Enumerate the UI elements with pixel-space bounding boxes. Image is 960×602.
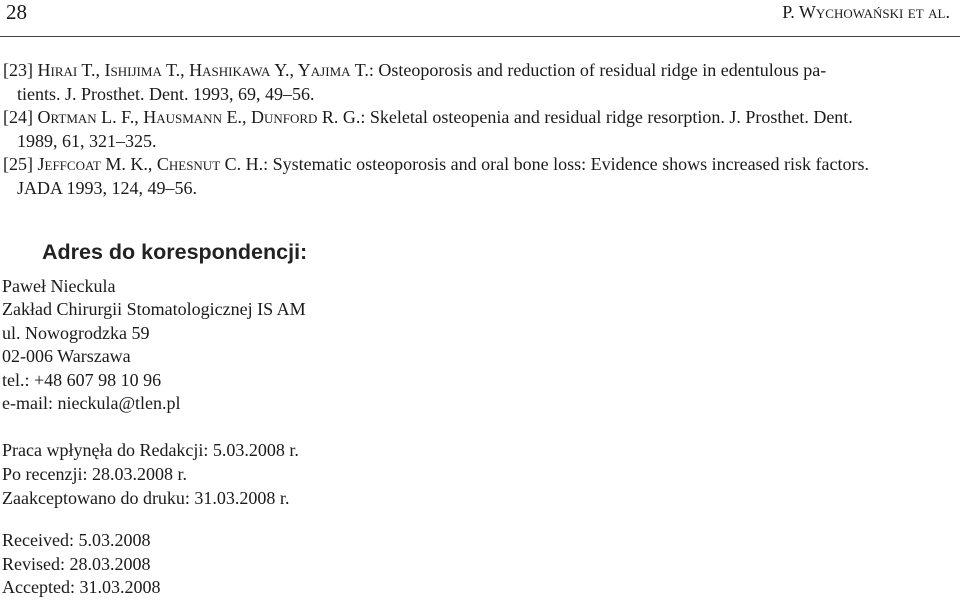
reference-24 bbox=[3, 106, 953, 153]
reference-continuation: tients. J. Prosthet. Dent. 1993, 69, 49–56. bbox=[17, 83, 315, 104]
correspondence-street: ul. Nowogrodzka 59 bbox=[2, 322, 150, 343]
reference-title: : Osteoporosis and reduction of residual ridge in edentulous pa- bbox=[368, 60, 827, 80]
reference-authors: Ortman L. F., Hausmann E., Dunford R. G. bbox=[37, 107, 361, 127]
correspondence-heading: Adres do korespondencji: bbox=[42, 240, 308, 264]
reference-list bbox=[3, 59, 953, 200]
reference-23 bbox=[3, 59, 953, 106]
date-accepted-pl: Zaakceptowano do druku: 31.03.2008 r. bbox=[2, 488, 290, 508]
reference-continuation: 1989, 61, 321–325. bbox=[17, 130, 157, 151]
reference-continuation: JADA 1993, 124, 49–56. bbox=[17, 177, 198, 198]
reference-title: : Skeletal osteopenia and residual ridge resorption. J. Prosthet. Dent. bbox=[360, 107, 853, 127]
correspondence-address bbox=[2, 275, 306, 415]
correspondence-city: 02-006 Warszawa bbox=[2, 346, 131, 367]
correspondence-department: Zakład Chirurgii Stomatologicznej IS AM bbox=[2, 299, 306, 320]
reference-authors: Hirai T., Ishijima T., Hashikawa Y., Yajima T. bbox=[37, 60, 369, 80]
page-header bbox=[0, 0, 960, 26]
correspondence-email: e-mail: nieckula@tlen.pl bbox=[2, 393, 181, 414]
date-revised: Revised: 28.03.2008 bbox=[2, 553, 151, 574]
reference-authors: Jeffcoat M. K., Chesnut C. H. bbox=[37, 154, 264, 174]
date-received-pl: Praca wpłynęła do Redakcji: 5.03.2008 r. bbox=[2, 440, 299, 460]
date-revised-pl: Po recenzji: 28.03.2008 r. bbox=[2, 464, 187, 484]
reference-number: [25] bbox=[3, 154, 33, 174]
dates-english bbox=[2, 529, 160, 600]
reference-number: [24] bbox=[3, 107, 33, 127]
page-number: 28 bbox=[6, 0, 27, 24]
date-accepted: Accepted: 31.03.2008 bbox=[2, 577, 161, 597]
correspondence-phone: tel.: +48 607 98 10 96 bbox=[2, 369, 162, 390]
header-rule bbox=[0, 36, 960, 37]
reference-number: [23] bbox=[3, 60, 33, 80]
reference-25 bbox=[3, 153, 953, 200]
reference-title: : Systematic osteoporosis and oral bone loss: Evidence shows increased risk factors. bbox=[263, 154, 870, 174]
dates-polish bbox=[2, 438, 299, 510]
correspondence-name: Paweł Nieckula bbox=[2, 276, 116, 296]
date-received: Received: 5.03.2008 bbox=[2, 530, 151, 550]
running-head: P. Wychowański et al. bbox=[782, 2, 950, 22]
